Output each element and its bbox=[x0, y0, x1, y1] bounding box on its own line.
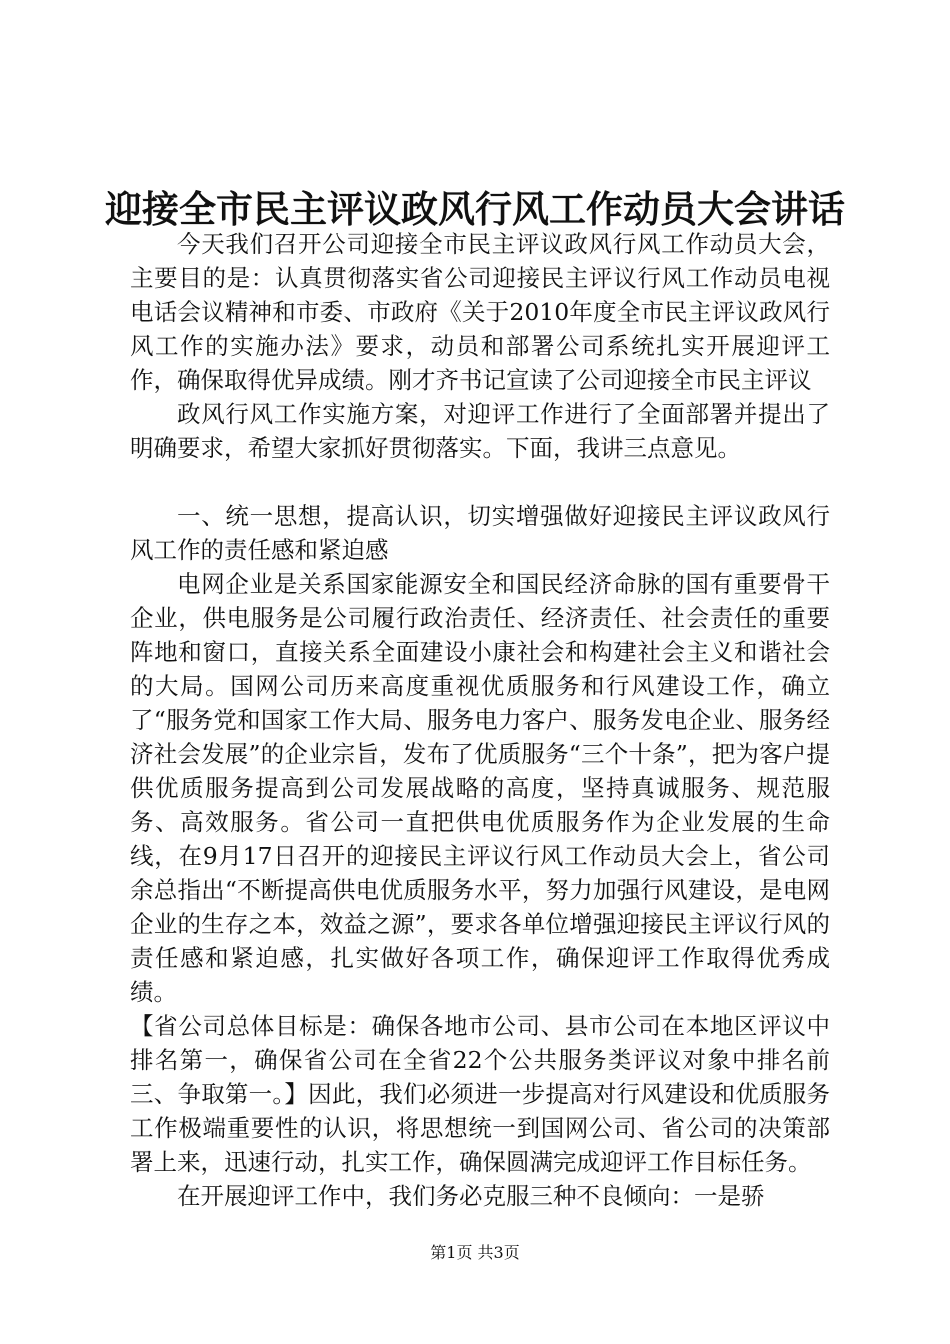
paragraph-spacer bbox=[130, 465, 830, 499]
paragraph-body: 电网企业是关系国家能源安全和国民经济命脉的国有重要骨干企业，供电服务是公司履行政治责任、经济责任、社会责任的重要阵地和窗口，直接关系全面建设小康社会和构建社会主义和谐社会的大局。国网公司历来高度重视优质服务和行风建设工作，确立了“服务党和国家工作大局、服务电力客户、服务发电企业、服务经济社会发展”的企业宗旨，发布了优质服务“三个十条”，把为客户提供优质服务提高到公司发展战略的高度，坚持真诚服务、规范服务、高效服务。省公司一直把供电优质服务作为企业发展的生命线，在9月17日召开的迎接民主评议行风工作动员大会上，省公司余总指出“不断提高供电优质服务水平，努力加强行风建设，是电网企业的生存之本，效益之源”，要求各单位增强迎接民主评议行风的责任感和紧迫感，扎实做好各项工作，确保迎评工作取得优秀成绩。 bbox=[130, 570, 830, 1006]
section-heading-1: 一、统一思想，提高认识，切实增强做好迎接民主评议政风行风工作的责任感和紧迫感 bbox=[130, 502, 830, 564]
paragraph-opening-continued: 政风行风工作实施方案，对迎评工作进行了全面部署并提出了明确要求，希望大家抓好贯彻落实。下面，我讲三点意见。 bbox=[130, 400, 830, 462]
document-title: 迎接全市民主评议政风行风工作动员大会讲话 bbox=[105, 188, 845, 231]
paragraph-body: 在开展迎评工作中，我们务必克服三种不良倾向：一是骄 bbox=[177, 1182, 765, 1210]
paragraph-body: 【省公司总体目标是：确保各地市公司、县市公司在本地区评议中排名第一，确保省公司在全省22个公共服务类评议对象中排名前三、争取第一。】因此，我们必须进一步提高对行风建设和优质服务工作极端重要性的认识，将思想统一到国网公司、省公司的决策部署上来，迅速行动，扎实工作，确保圆满完成迎评工作目标任务。 bbox=[130, 1012, 830, 1176]
page-number-footer: 第1页 共3页 bbox=[430, 1243, 520, 1262]
paragraph-opening: 今天我们召开公司迎接全市民主评议政风行风工作动员大会，主要目的是：认真贯彻落实省公司迎接民主评议行风工作动员电视电话会议精神和市委、市政府《关于2010年度全市民主评议政风行风工作的实施办法》要求，动员和部署公司系统扎实开展迎评工作，确保取得优异成绩。刚才齐书记宣读了公司迎接全市民主评议 bbox=[130, 230, 830, 394]
document-body bbox=[130, 227, 830, 1213]
